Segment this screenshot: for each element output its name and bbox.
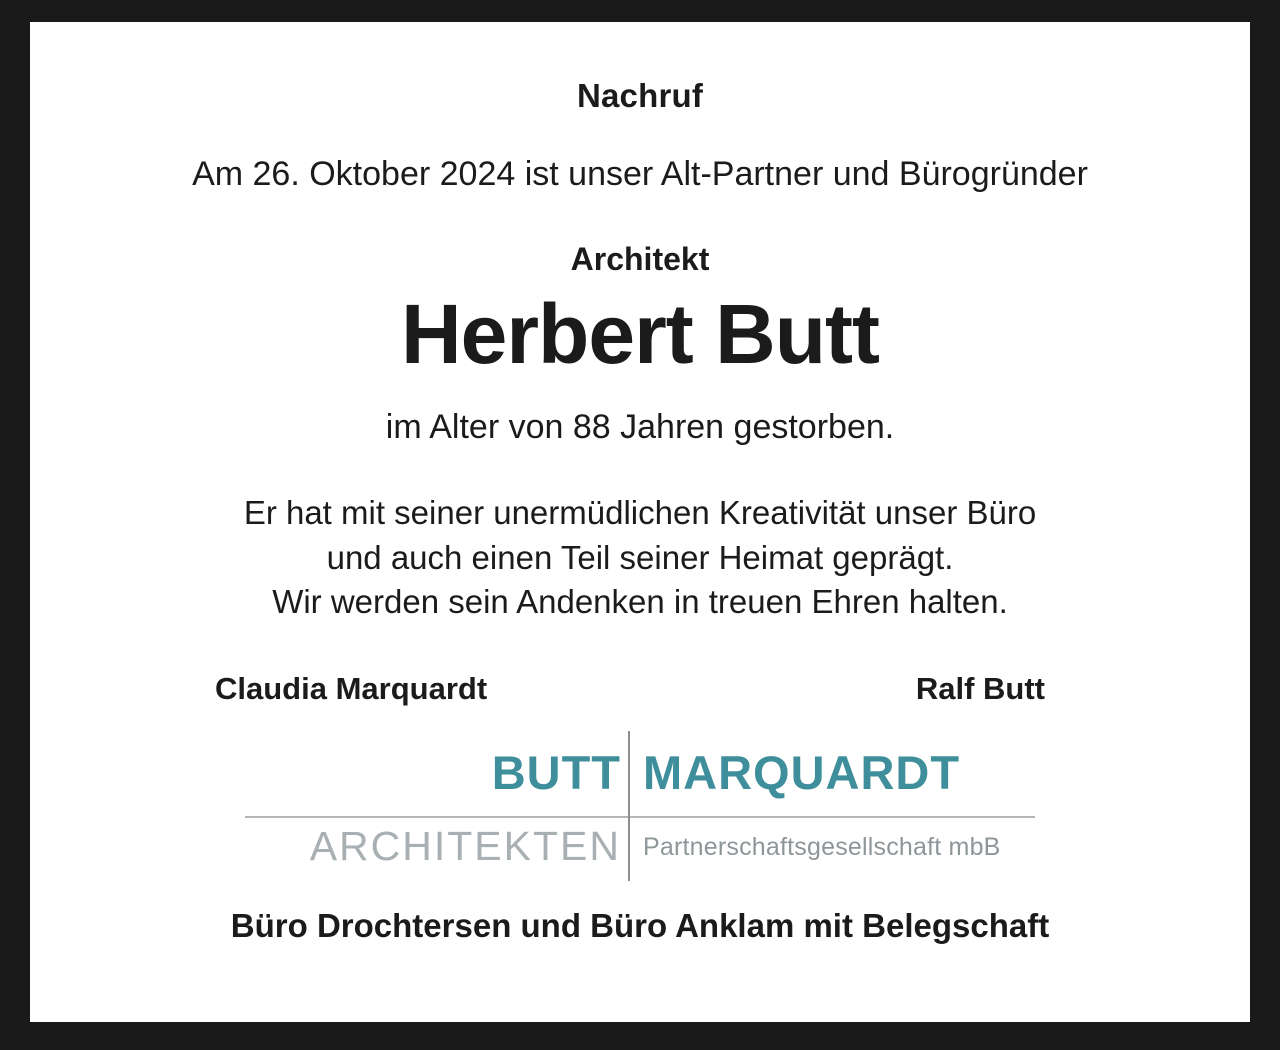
tribute-line: und auch einen Teil seiner Heimat geprägt.	[326, 538, 954, 576]
footer-text: Büro Drochtersen und Büro Anklam mit Belegschaft	[230, 906, 1050, 944]
obituary-notice	[30, 22, 1250, 1022]
intro-text: Am 26. Oktober 2024 ist unser Alt-Partner und Bürogründer	[192, 155, 1088, 194]
logo-subtitle-partnerschaft: Partnerschaftsgesellschaft mbB	[643, 832, 1001, 861]
logo-horizontal-rule	[245, 816, 1035, 818]
logo-word-marquardt: MARQUARDT	[643, 745, 961, 799]
logo-word-butt: BUTT	[491, 745, 621, 799]
tribute-line: Wir werden sein Andenken in treuen Ehren halten.	[272, 583, 1008, 621]
tribute-line: Er hat mit seiner unermüdlichen Kreativität unser Büro	[243, 494, 1037, 532]
company-logo	[245, 731, 1035, 881]
deceased-name: Herbert Butt	[400, 287, 879, 382]
logo-vertical-divider	[628, 731, 630, 881]
logo-subtitle-architekten: ARCHITEKTEN	[309, 822, 621, 869]
tribute-text	[244, 491, 1036, 625]
age-text: im Alter von 88 Jahren gestorben.	[385, 408, 895, 447]
page-title: Nachruf	[576, 77, 704, 114]
signer-name-left: Claudia Marquardt	[215, 670, 488, 706]
signatures	[205, 671, 1075, 707]
profession-label: Architekt	[570, 241, 710, 278]
signer-name-right: Ralf Butt	[915, 670, 1045, 706]
